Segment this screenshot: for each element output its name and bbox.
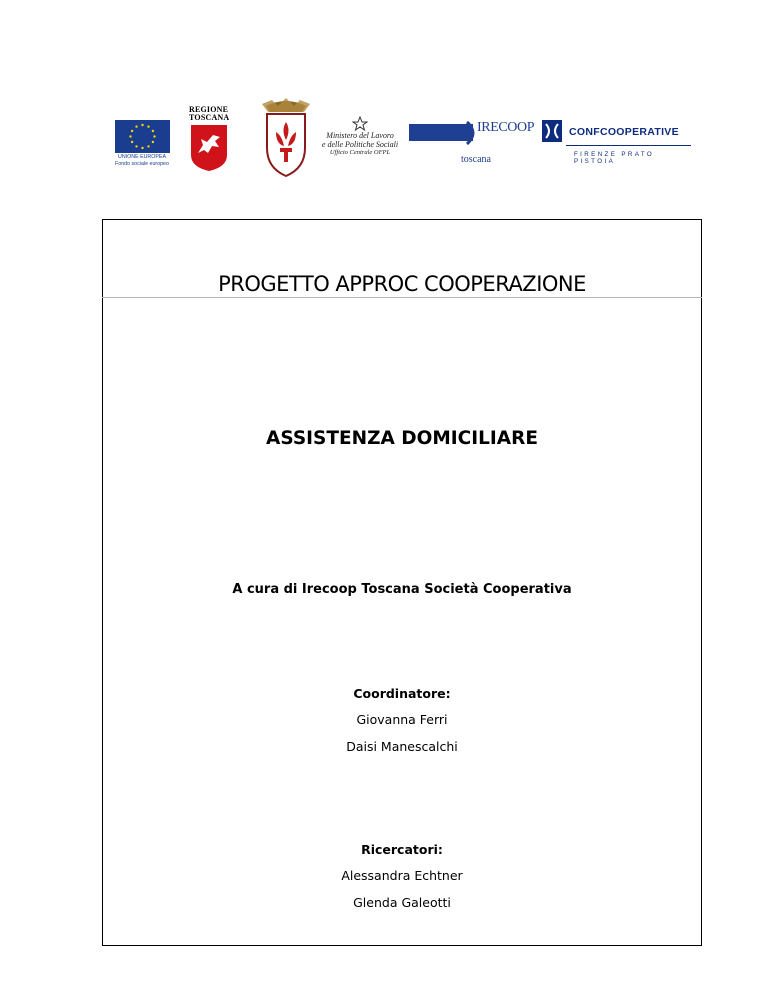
eu-flag-icon (115, 120, 170, 153)
regione-line1: REGIONE (189, 105, 229, 114)
pegasus-shield-icon (191, 125, 227, 171)
firenze-crest-logo (258, 96, 314, 178)
eu-caption-line2: Fondo sociale europeo (115, 161, 169, 167)
researchers-label: Ricercatori: (361, 842, 443, 857)
confcooperative-mark-icon (542, 120, 562, 142)
title-rule (102, 297, 702, 298)
regione-line2: TOSCANA (189, 113, 230, 122)
irecoop-sub: toscana (461, 154, 491, 165)
confcooperative-logo (536, 118, 691, 168)
irecoop-bar (409, 124, 473, 141)
eu-caption-line1: UNIONE EUROPEA (118, 154, 166, 160)
coordinators-label: Coordinatore: (353, 686, 451, 701)
regione-toscana-logo (189, 106, 231, 172)
coordinator-name: Giovanna Ferri (356, 712, 448, 727)
confcooperative-rule (566, 145, 691, 146)
irecoop-name: IRECOOP (477, 120, 535, 135)
ministero-logo (316, 126, 404, 166)
irecoop-logo (409, 118, 535, 170)
eu-logo (109, 120, 175, 170)
project-title: PROGETTO APPROC COOPERAZIONE (218, 272, 586, 296)
ministero-line2: e delle Politiche Sociali (321, 139, 399, 149)
ministero-line3: Ufficio Centrale OFPL (329, 149, 391, 156)
ministero-line1: Ministero del Lavoro (326, 131, 394, 140)
researcher-name: Alessandra Echtner (341, 868, 463, 883)
state-emblem-icon (352, 116, 368, 132)
coordinator-name: Daisi Manescalchi (346, 739, 458, 754)
confcooperative-name: CONFCOOPERATIVE (569, 126, 679, 138)
subject-heading: ASSISTENZA DOMICILIARE (266, 428, 538, 449)
confcooperative-sub: FIRENZE PRATO PISTOIA (574, 151, 655, 165)
curator-line: A cura di Irecoop Toscana Società Cooperativa (232, 582, 572, 597)
fleur-de-lis-crest-icon (258, 96, 314, 178)
researcher-name: Glenda Galeotti (353, 895, 451, 910)
